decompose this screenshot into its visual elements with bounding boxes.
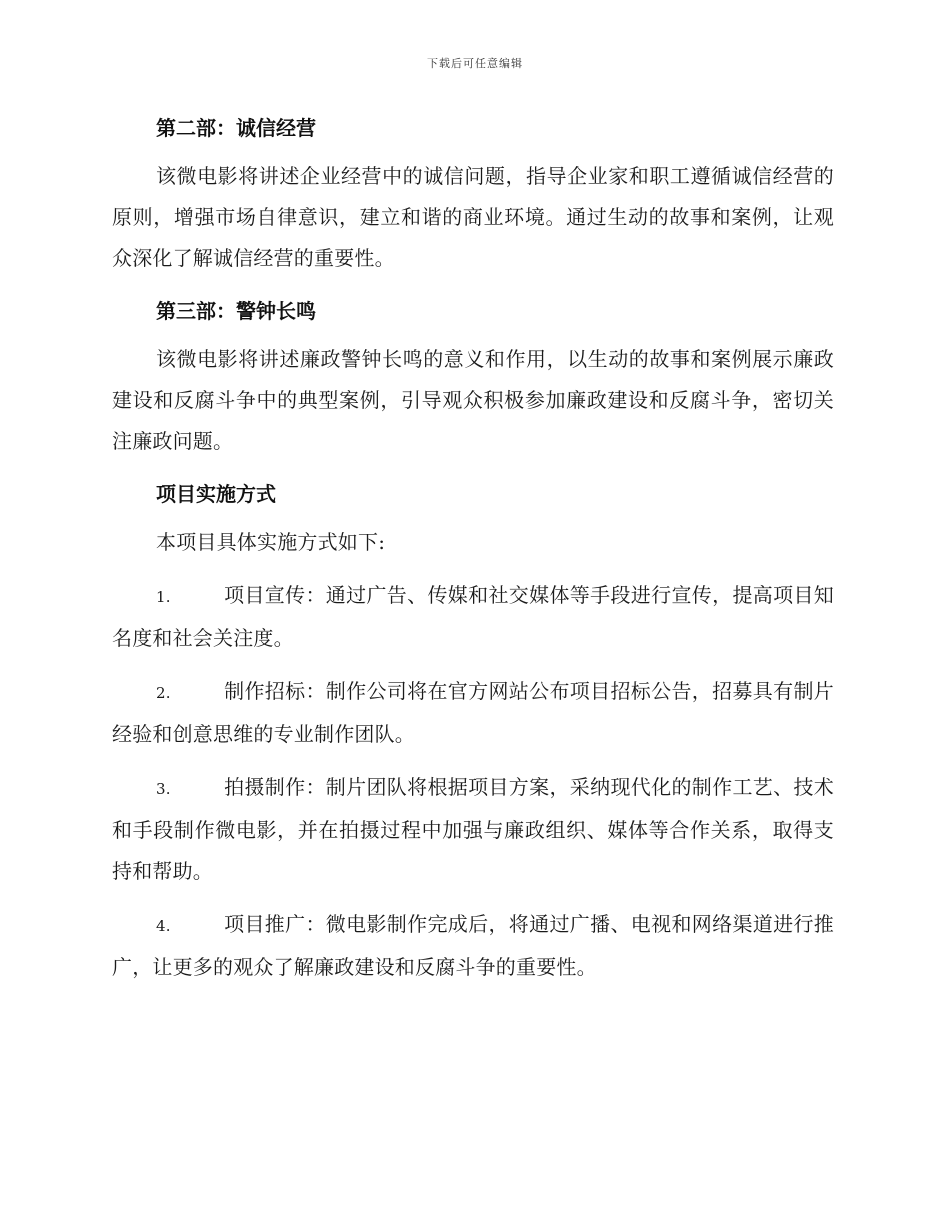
list-item [112,904,834,988]
list-item-number: 1. [156,588,171,606]
list-item [112,575,834,659]
list-item [112,671,834,755]
list-item-text: 制作招标：制作公司将在官方网站公布项目招标公告，招募具有制片经验和创意思维的专业制作团队。 [112,679,834,746]
section3-heading: 第三部：警钟长鸣 [156,299,316,323]
list-item-number: 3. [156,780,171,798]
list-item-text: 项目推广：微电影制作完成后，将通过广播、电视和网络渠道进行推广，让更多的观众了解廉政建设和反腐斗争的重要性。 [112,912,834,979]
implementation-heading: 项目实施方式 [156,482,276,506]
section2-paragraph: 该微电影将讲述企业经营中的诚信问题，指导企业家和职工遵循诚信经营的原则，增强市场自律意识，建立和谐的商业环境。通过生动的故事和案例，让观众深化了解诚信经营的重要性。 [112,164,834,270]
implementation-intro: 本项目具体实施方式如下: [156,530,386,554]
document-body [112,108,834,1000]
section3-paragraph: 该微电影将讲述廉政警钟长鸣的意义和作用，以生动的故事和案例展示廉政建设和反腐斗争中的典型案例，引导观众积极参加廉政建设和反腐斗争，密切关注廉政问题。 [112,347,834,453]
list-item-text: 项目宣传：通过广告、传媒和社交媒体等手段进行宣传，提高项目知名度和社会关注度。 [112,583,834,650]
list-item-text: 拍摄制作：制片团队将根据项目方案，采纳现代化的制作工艺、技术和手段制作微电影，并在拍摄过程中加强与廉政组织、媒体等合作关系，取得支持和帮助。 [112,775,834,883]
list-item-number: 2. [156,684,171,702]
list-item [112,767,834,892]
list-item-number: 4. [156,917,171,935]
header-note: 下载后可任意编辑 [427,57,523,70]
section2-heading: 第二部：诚信经营 [156,116,316,140]
